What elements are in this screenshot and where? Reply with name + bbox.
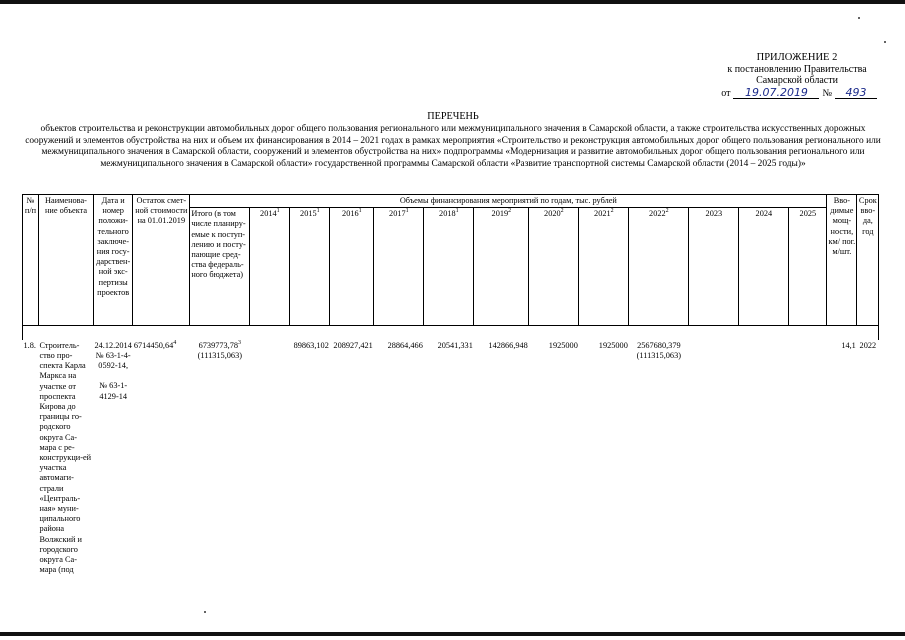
col-header-year: 2017$^1$ (374, 208, 424, 326)
annex-signature-line (717, 87, 877, 100)
date-gap (95, 371, 132, 381)
document-heading (20, 111, 886, 170)
spacer-cell (23, 326, 879, 340)
col-header-year: 2025 (789, 208, 827, 326)
scan-speck (204, 611, 206, 613)
cell-capacity: 14,1 (841, 340, 856, 350)
cell-y2019: 142866,948 (488, 340, 528, 350)
col-header-year: 2022$^2$ (629, 208, 689, 326)
scan-speck (884, 41, 886, 43)
cell-y2018: 20541,331 (437, 340, 473, 350)
scan-border-top (0, 0, 905, 4)
cell-total-fed: (111315,063) (197, 350, 242, 360)
col-header-year: 2015$^1$ (290, 208, 330, 326)
col-header-year: 2021$^2$ (579, 208, 629, 326)
cell-y2015: 89863,102 (293, 340, 329, 350)
cell-y2022-fed: (111315,063) (636, 350, 681, 360)
col-header-remainder: Остаток смет-ной стоимости на 01.01.2019 (133, 195, 190, 326)
date-line2: № 63-1-4-0592-14, (95, 350, 131, 371)
cell-y2020: 1925000 (548, 340, 578, 350)
col-header-total: Итого (в том числе планиру-емые к поступ-лению и посту-пающие сред-ства федераль-ного бюджета) (190, 208, 250, 326)
cell-y2022: 2567680,379 (111315,063) (629, 340, 689, 577)
handwritten-number: 493 (835, 87, 877, 100)
col-header-year: 2016$^1$ (330, 208, 374, 326)
col-header-year: 2019$^2$ (474, 208, 529, 326)
col-header-funding: Объемы финансирования мероприятий по годам, тыс. рублей (190, 195, 827, 208)
col-header-year: 2023 (689, 208, 739, 326)
cell-y2014 (250, 340, 290, 577)
col-header-date: Дата и номер положи-тельного заключе-ния госу-дарствен-ной экс-пертизы проектов (94, 195, 133, 326)
scan-speck (858, 17, 860, 19)
col-header-year: 2018$^1$ (424, 208, 474, 326)
annex-block (717, 52, 877, 99)
cell-num: 1.8. (23, 340, 36, 350)
date-line3: № 63-1-4129-14 (99, 381, 128, 401)
cell-y2021: 1925000 (598, 340, 628, 350)
cell-name: Строитель-ство про-спекта Карла Маркса на участке от проспекта Кирова до границы го-родского округа Са-мара с ре-конструкци-ей участка автомаги-страли «Централь-ная» муни-ципального района Волжский и городского округа Са-мара (под (39, 340, 92, 575)
annex-line2: Самарской области (756, 75, 838, 86)
cell-remainder: 6714450,64$^4$ (133, 339, 177, 350)
col-header-year: 2014$^1$ (250, 208, 290, 326)
number-label: № (822, 87, 832, 99)
handwritten-date: 19.07.2019 (733, 87, 819, 100)
annex-line1: к постановлению Правительства (727, 63, 867, 75)
from-label: от (721, 87, 731, 99)
annex-title: ПРИЛОЖЕНИЕ 2 (756, 52, 838, 63)
col-header-capacity: Вво-димые мощ-ности, км/ пог. м/шт. (827, 195, 857, 326)
cell-y2017: 28864,466 (387, 340, 423, 350)
col-header-term: Срок вво-да, год (857, 195, 879, 326)
cell-y2025 (789, 340, 827, 577)
cell-date (94, 340, 133, 577)
cell-y2024 (739, 340, 789, 577)
col-header-year: 2024 (739, 208, 789, 326)
heading-text: объектов строительства и реконструкции автомобильных дорог общего пользования регионального или межмуниципального значения в Самарской области, а также строительства искусственных дорожных сооружений и элементов обустройства на них и объем их финансирования в 2014 – 2021 годах в рамках мероприятия «Строительство и реконструкция автомобильных дорог общего пользования регионального или межмуниципального значения в Самарской области, сооружений и элементов обустройства на них» подпрограммы «Модернизация и развитие автомобильных дорог общего пользования регионального или межмуниципального значения в Самарской области» государственной программы Самарской области «Развитие транспортной системы Самарской области (2014 – 2025 годы)» (25, 124, 881, 169)
header-row (23, 195, 879, 208)
table-row (23, 340, 879, 577)
funding-table (22, 194, 879, 576)
cell-total: 6739773,78$^3$ (111315,063) (190, 340, 250, 577)
col-header-num: № п/п (23, 195, 39, 326)
cell-y2016: 208927,421 (333, 340, 373, 350)
scan-border-bottom (0, 632, 905, 636)
col-header-name: Наименова-ние объекта (39, 195, 94, 326)
date-line1: 24.12.2014 (94, 340, 132, 350)
col-header-year: 2020$^2$ (529, 208, 579, 326)
cell-y2023 (689, 340, 739, 577)
heading-title: ПЕРЕЧЕНЬ (427, 111, 479, 122)
spacer-row (23, 326, 879, 340)
cell-term: 2022 (859, 340, 877, 350)
